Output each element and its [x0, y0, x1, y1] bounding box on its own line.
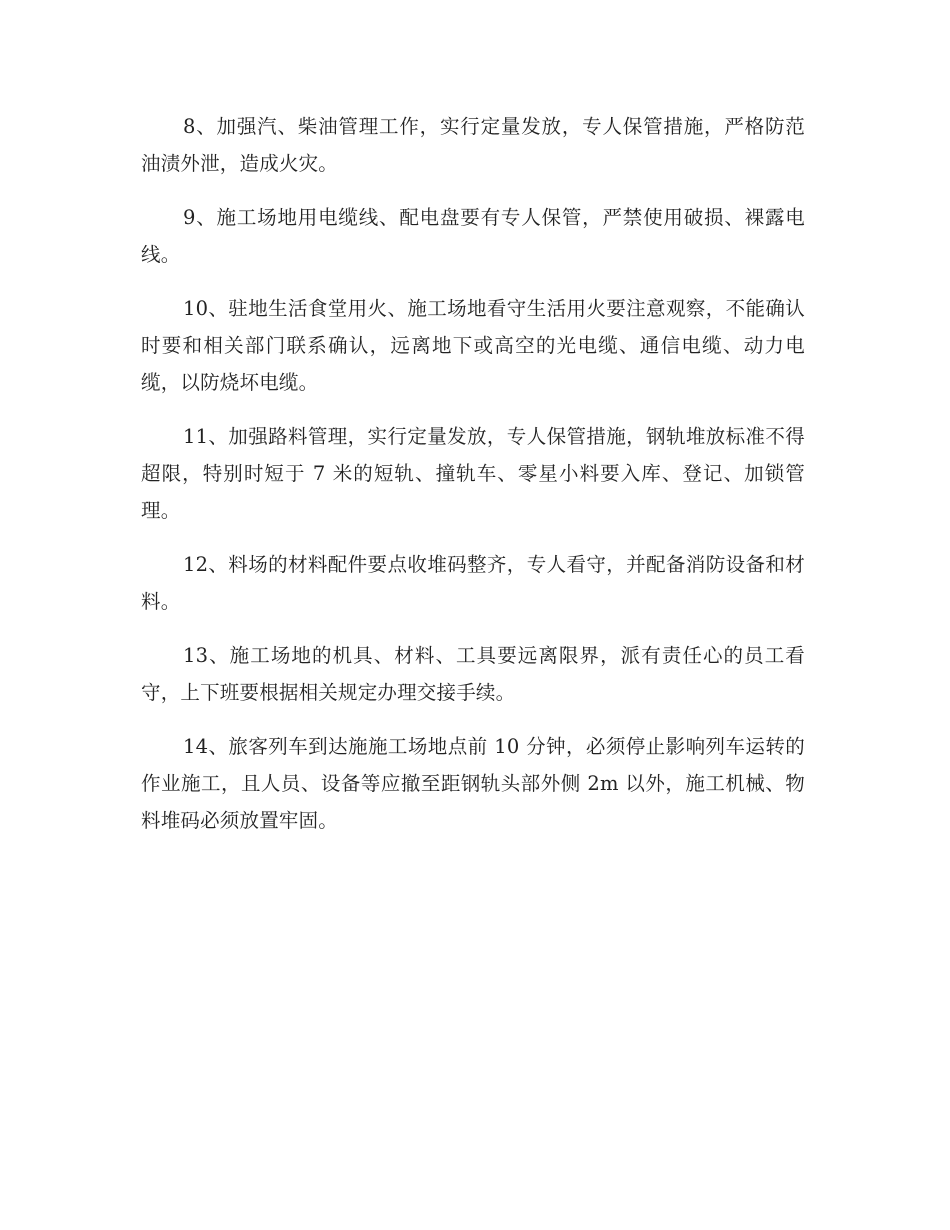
- paragraph-item-13: 13、施工场地的机具、材料、工具要远离限界，派有责任心的员工看守，上下班要根据相关规定办理交接手续。: [141, 644, 805, 704]
- paragraph-item-11: 11、加强路料管理，实行定量发放，专人保管措施，钢轨堆放标准不得超限，特别时短于 7 米的短轨、撞轨车、零星小料要入库、登记、加锁管理。: [141, 425, 805, 522]
- paragraph-item-14: 14、旅客列车到达施施工场地点前 10 分钟，必须停止影响列车运转的作业施工，且人员、设备等应撤至距钢轨头部外侧 2m 以外，施工机械、物料堆码必须放置牢固。: [141, 735, 805, 832]
- paragraph-item-9: 9、施工场地用电缆线、配电盘要有专人保管，严禁使用破损、裸露电线。: [141, 206, 805, 266]
- paragraph-item-12: 12、料场的材料配件要点收堆码整齐，专人看守，并配备消防设备和材料。: [141, 553, 805, 613]
- paragraph-item-10: 10、驻地生活食堂用火、施工场地看守生活用火要注意观察，不能确认时要和相关部门联系确认，远离地下或高空的光电缆、通信电缆、动力电缆，以防烧坏电缆。: [141, 297, 805, 394]
- document-body: [141, 108, 805, 856]
- paragraph-item-8: 8、加强汽、柴油管理工作，实行定量发放，专人保管措施，严格防范油渍外泄，造成火灾。: [141, 115, 805, 175]
